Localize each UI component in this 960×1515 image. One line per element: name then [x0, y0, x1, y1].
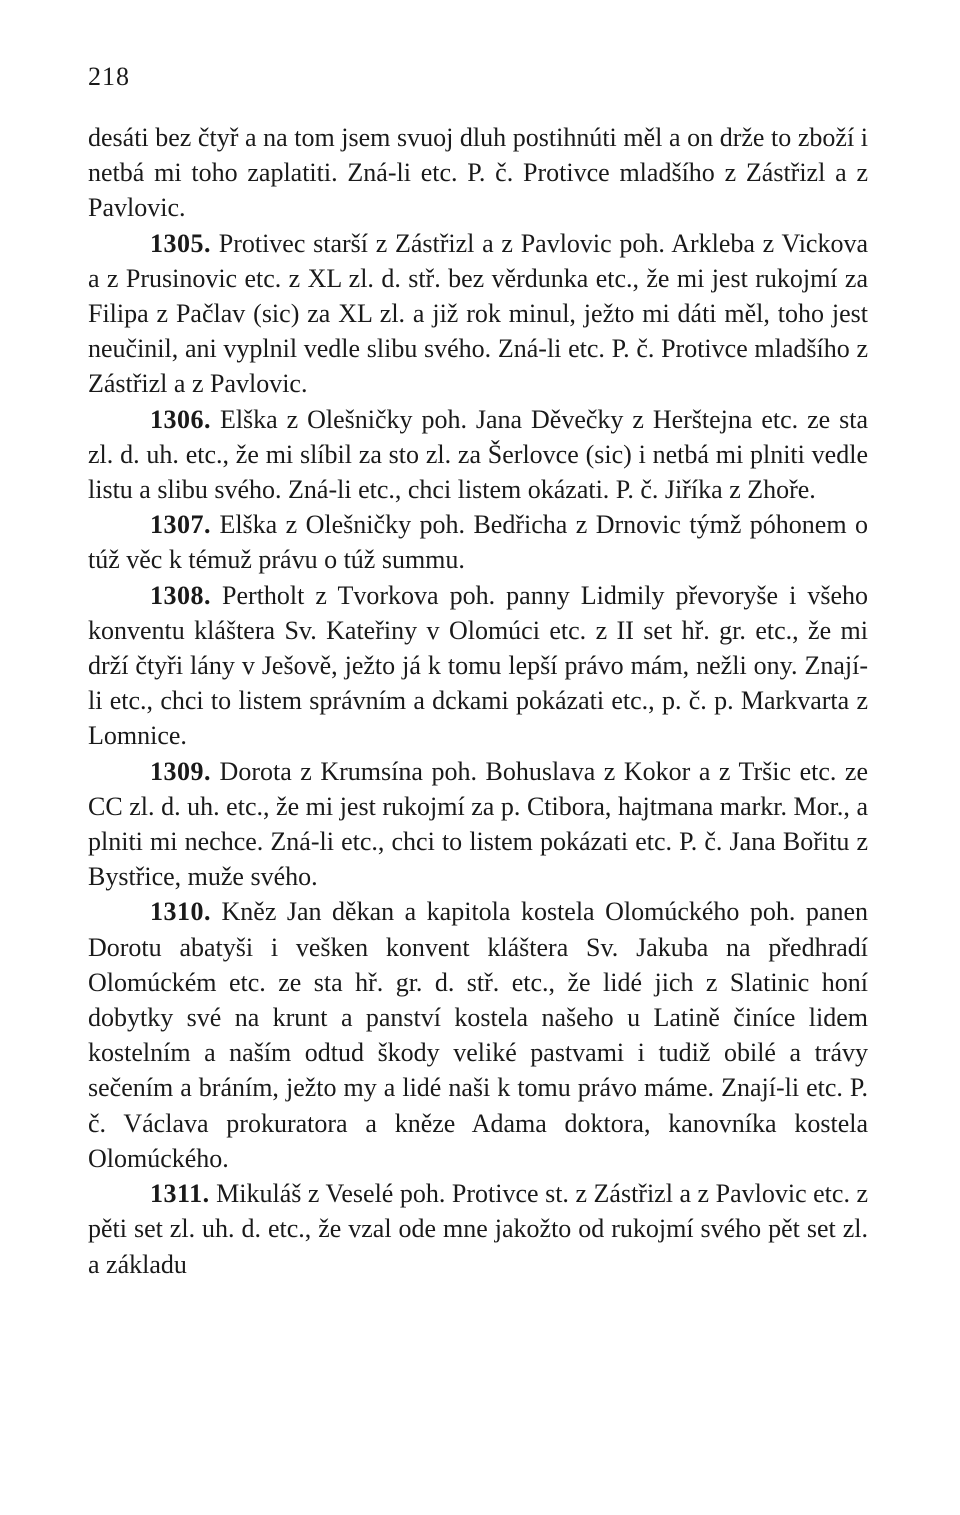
entry-text: Mikuláš z Veselé poh. Protivce st. z Zástřizl a z Pavlovic etc. z pěti set zl. uh. d. etc., že vzal ode mne jakožto od rukojmí svého pět set zl. a základu [88, 1179, 869, 1279]
entry-1308 [88, 578, 868, 754]
entry-text: Elška z Olešničky poh. Bedřicha z Drnovic týmž póhonem o túž věc k témuž právu o túž summu. [88, 510, 869, 575]
entry-number: 1309. [150, 756, 211, 786]
paragraph-text: desáti bez čtyř a na tom jsem svuoj dluh postihnúti měl a on drže to zboží i netbá mi toho zaplatiti. Zná-li etc. P. č. Protivce mladšího z Zástřizl a z Pavlovic. [88, 123, 868, 223]
page-number: 218 [88, 62, 130, 91]
entry-number: 1311. [150, 1179, 210, 1209]
entry-1310 [88, 894, 868, 1176]
entry-text: Dorota z Krumsína poh. Bohuslava z Kokor a z Tršic etc. ze CC zl. d. uh. etc., že mi jest rukojmí za p. Ctibora, hajtmana markr. Mor., a plniti mi nechce. Zná-li etc., chci to listem pokázati etc. P. č. Jana Bořitu z Bystřice, muže svého. [88, 756, 868, 892]
entry-1307 [88, 507, 868, 577]
entry-number: 1310. [150, 897, 211, 927]
entry-1306 [88, 402, 868, 508]
entry-text: Protivec starší z Zástřizl a z Pavlovic poh. Arkleba z Vickova a z Prusinovic etc. z XL zl. d. stř. bez věrdunka etc., že mi jest rukojmí za Filipa z Pačlav (sic) za XL zl. a již rok minul, ježto mi dáti měl, toho jest neučinil, ani vyplnil vedle slibu svého. Zná-li etc. P. č. Protivce mladšího z Zástřizl a z Pavlovic. [88, 228, 869, 399]
entry-number: 1306. [150, 404, 211, 434]
entry-number: 1305. [150, 228, 211, 258]
entry-number: 1307. [150, 510, 211, 540]
body-text [88, 120, 868, 1282]
entry-text: Pertholt z Tvorkova poh. panny Lidmily převoryše i všeho konventu kláštera Sv. Kateřiny v Olomúci etc. z II set hř. gr. etc., že mi drží čtyři lány v Ješově, ježto já k tomu lepší právo mám, nežli ony. Znají-li etc., chci to listem správním a dckami pokázati etc., p. č. p. Markvarta z Lomnice. [88, 580, 869, 751]
document-page [88, 0, 868, 1515]
paragraph-continuation [88, 120, 868, 226]
entry-number: 1308. [150, 580, 211, 610]
entry-text: Elška z Olešničky poh. Jana Děvečky z Herštejna etc. ze sta zl. d. uh. etc., že mi slíbil za sto zl. za Šerlovce (sic) i netbá mi plniti vedle listu a slibu svého. Zná-li etc., chci listem okázati. P. č. Jiříka z Zhoře. [88, 404, 869, 505]
entry-1311 [88, 1176, 868, 1282]
entry-text: Kněz Jan děkan a kapitola kostela Olomúckého poh. panen Dorotu abatyši i vešken konvent kláštera Sv. Jakuba na předhradí Olomúckém etc. ze sta hř. gr. d. stř. etc., že lidé jich z Slatinic honí dobytky své na krunt a panství kostela našeho u Latině činíce lidem kostelním a naším odtud škody veliké pastvami i tudiž obilé a trávy sečením a bráním, ježto my a lidé naši k tomu právo máme. Znají-li etc. P. č. Václava prokuratora a kněze Adama doktora, kanovníka kostela Olomúckého. [88, 897, 869, 1173]
entry-1305 [88, 226, 868, 402]
entry-1309 [88, 754, 868, 895]
